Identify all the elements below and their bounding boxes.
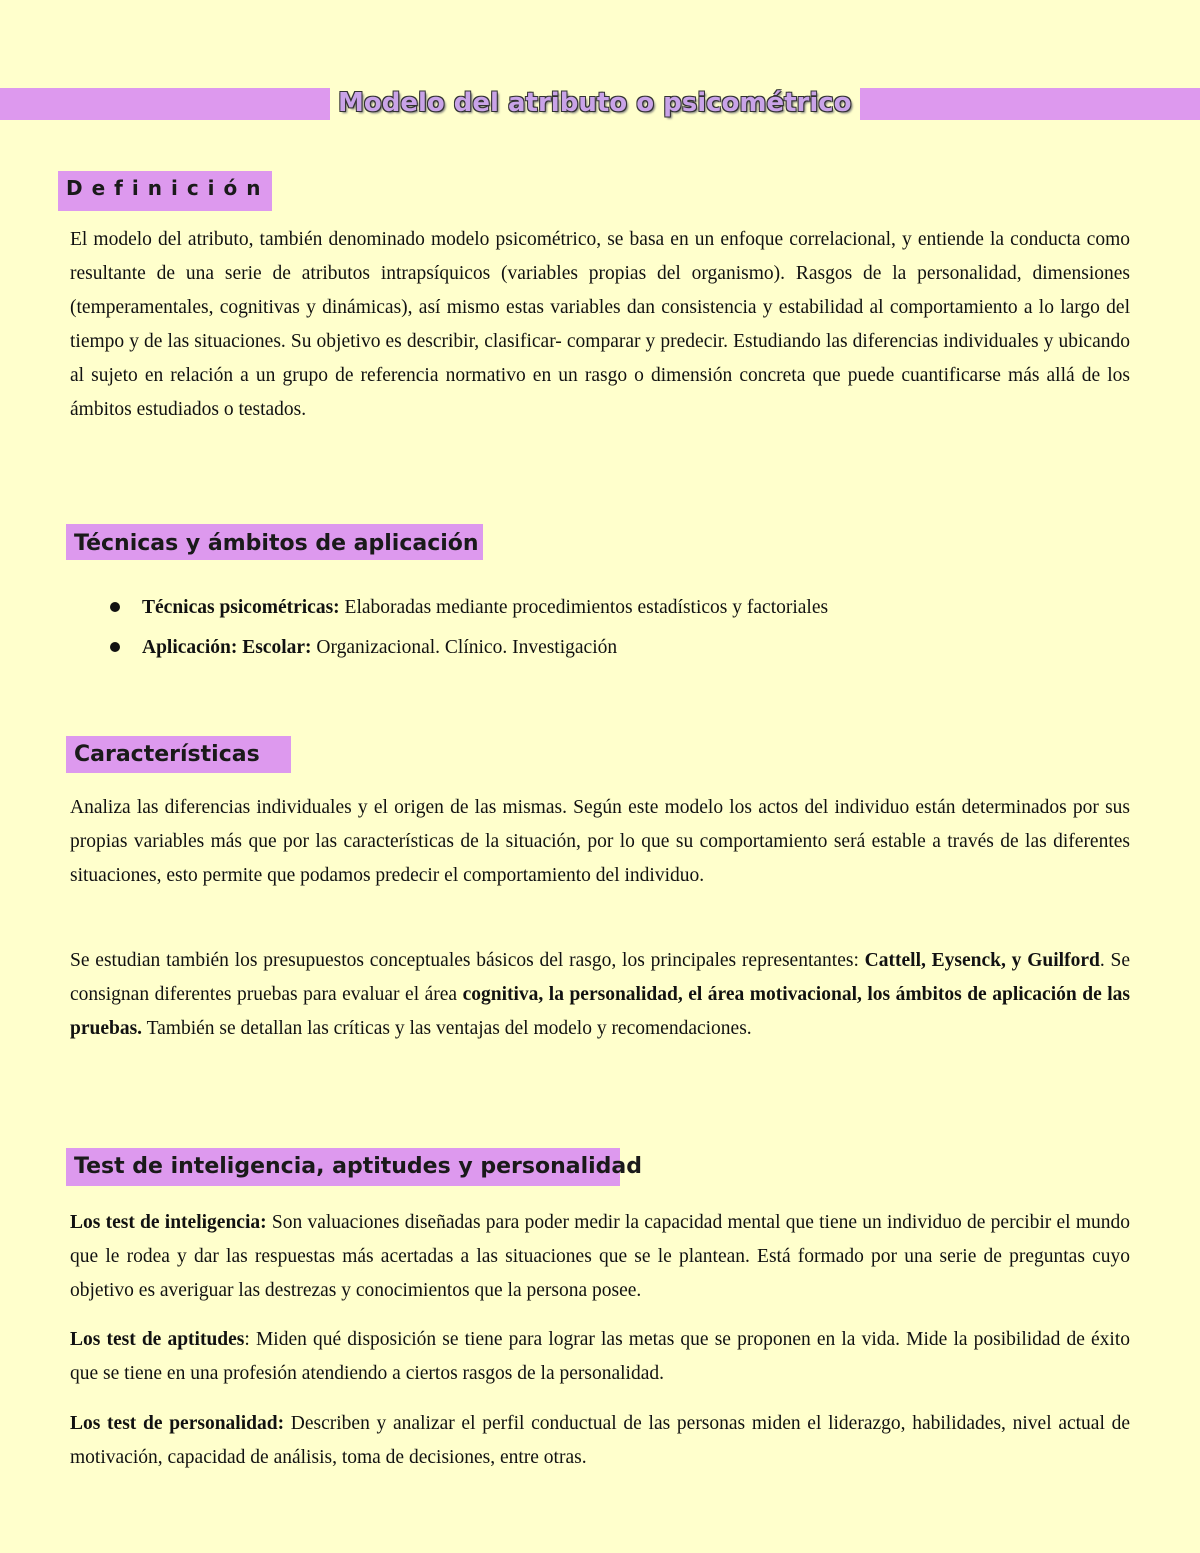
paragraph-test-aptitudes (70, 1323, 1130, 1391)
page-title: Modelo del atributo o psicométrico (330, 84, 860, 122)
paragraph-text: Son valuaciones diseñadas para poder medir la capacidad mental que tiene un individuo de percibir el mundo que le rodea y dar las respuestas más acertadas a las situaciones que se le plantean. Está formado por una serie de preguntas cuyo objetivo es averiguar las destrezas y conocimientos que la persona posee. (70, 1212, 1131, 1301)
list-item-text: Elaboradas mediante procedimientos estadísticos y factoriales (339, 597, 829, 618)
paragraph-definicion: El modelo del atributo, también denominado modelo psicométrico, se basa en un enfoque correlacional, y entiende la conducta como resultante de una serie de atributos intrapsíquicos (variables propias del organismo). Rasgos de la personalidad, dimensiones (temperamentales, cognitivas y dinámicas), así mismo estas variables dan consistencia y estabilidad al comportamiento a lo largo del tiempo y de las situaciones. Su objetivo es describir, clasificar- comparar y predecir. Estudiando las diferencias individuales y ubicando al sujeto en relación a un grupo de referencia normativo en un rasgo o dimensión concreta que puede cuantificarse más allá de los ámbitos estudiados o testados. (70, 229, 1130, 420)
bullet-icon (110, 602, 120, 612)
paragraph-label: Los test de inteligencia: (70, 1212, 267, 1233)
list-item (70, 630, 1130, 670)
heading-caracteristicas: Características (66, 736, 291, 773)
list-item (70, 590, 1130, 630)
list-item-label: Técnicas psicométricas: (142, 597, 340, 618)
paragraph-text: : Miden qué disposición se tiene para lograr las metas que se proponen en la vida. Mide la posibilidad de éxito que se tiene en una profesión atendiendo a ciertos rasgos de la personalidad. (70, 1329, 1130, 1384)
paragraph-label: Los test de personalidad: (70, 1413, 285, 1434)
tecnicas-list (70, 590, 1130, 670)
bullet-icon (110, 642, 120, 652)
paragraph-caracteristicas-1: Analiza las diferencias individuales y el origen de las mismas. Según este modelo los actos del individuo están determinados por sus propias variables más que por las características de la situación, por lo que su comportamiento será estable a través de las diferentes situaciones, esto permite que podamos predecir el comportamiento del individuo. (70, 797, 1130, 886)
paragraph-test-inteligencia (70, 1206, 1130, 1308)
representantes-names: Cattell, Eysenck, y Guilford (864, 950, 1100, 971)
list-item-text: Organizacional. Clínico. Investigación (311, 637, 618, 658)
text-segment: También se detallan las críticas y las ventajas del modelo y recomendaciones. (142, 1018, 752, 1039)
paragraph-test-personalidad (70, 1407, 1130, 1475)
paragraph-text: Describen y analizar el perfil conductual de las personas miden el liderazgo, habilidades, nivel actual de motivación, capacidad de análisis, toma de decisiones, entre otras. (70, 1413, 1130, 1468)
paragraph-label: Los test de aptitudes (70, 1329, 245, 1350)
list-item-label: Aplicación: Escolar: (142, 637, 312, 658)
heading-test: Test de inteligencia, aptitudes y personalidad (66, 1148, 620, 1186)
heading-tecnicas: Técnicas y ámbitos de aplicación (66, 524, 483, 560)
areas-emphasis: cognitiva, la personalidad, el área motivacional, los ámbitos de aplicación de las pruebas. (70, 984, 1130, 1039)
text-segment: . Se consignan diferentes pruebas para evaluar el área (70, 950, 1131, 1005)
paragraph-caracteristicas-2 (70, 944, 1130, 1046)
heading-definicion: Definición (58, 171, 272, 211)
text-segment: Se estudian también los presupuestos conceptuales básicos del rasgo, los principales representantes: (70, 950, 865, 971)
